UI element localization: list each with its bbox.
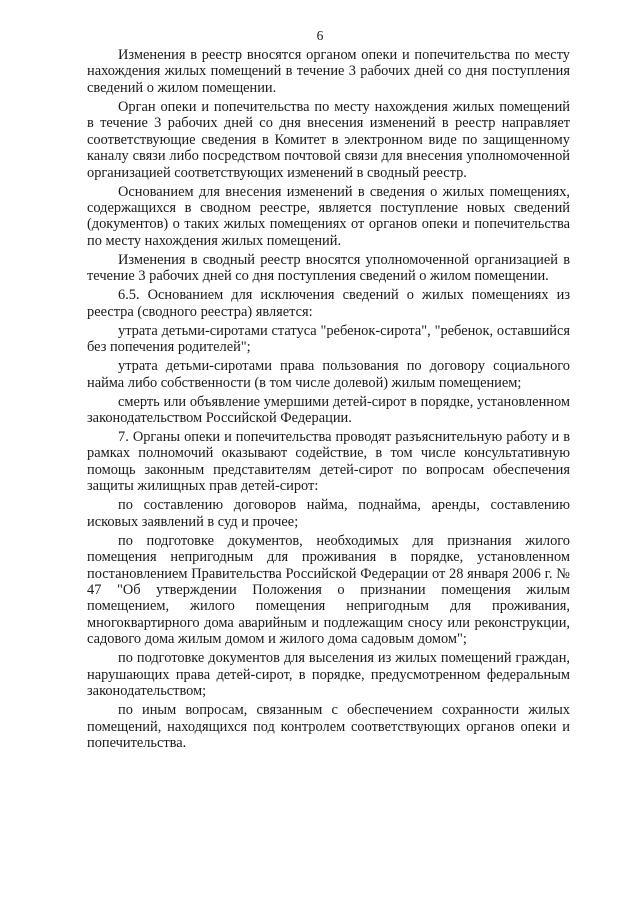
paragraph: Основанием для внесения изменений в сведения о жилых помещениях, содержащихся в сводном реестре, является поступление новых сведений (документов) о таких жилых помещениях от органов опеки и попечительства по месту нахождения жилых помещений. (87, 183, 570, 249)
paragraph: смерть или объявление умершими детей-сирот в порядке, установленном законодательством Российской Федерации. (87, 393, 570, 427)
paragraph: по составлению договоров найма, поднайма, аренды, составлению исковых заявлений в суд и прочее; (87, 497, 570, 530)
paragraph: 7. Органы опеки и попечительства проводят разъяснительную работу и в рамках полномочий оказывают содействие, в том числе консультативную помощь законным представителям детей-сирот по вопросам обеспечения защиты жилищных прав детей-сирот: (87, 429, 570, 495)
paragraph: утрата детьми-сиротами права пользования по договору социального найма либо собственности (в том числе долевой) жилым помещением; (87, 358, 570, 391)
paragraph: по подготовке документов для выселения из жилых помещений граждан, нарушающих права детей-сирот, в порядке, предусмотренном федеральным законодательством; (87, 650, 570, 700)
page-number: 6 (316, 28, 324, 43)
paragraph: Изменения в сводный реестр вносятся уполномоченной организацией в течение 3 рабочих дней со дня поступления сведений о жилом помещении. (87, 251, 570, 285)
paragraph: по иным вопросам, связанным с обеспечением сохранности жилых помещений, находящихся под контролем соответствующих органов опеки и попечительства. (87, 702, 570, 751)
paragraph: по подготовке документов, необходимых для признания жилого помещения непригодным для проживания в порядке, установленном постановлением Правительства Российской Федерации от 28 января 2006 г. № 47 "Об утверждении Положения о признании помещения жилым помещением, жилого помещения непригодным для проживания, многоквартирного дома аварийным и подлежащим сносу или реконструкции, садового дома жилым домом и жилого дома садовым домом"; (87, 532, 570, 648)
paragraph: 6.5. Основанием для исключения сведений о жилых помещениях из реестра (сводного реестра) является: (87, 287, 570, 320)
paragraph: Изменения в реестр вносятся органом опеки и попечительства по месту нахождения жилых помещений в течение 3 рабочих дней со дня поступления сведений о жилом помещении. (87, 47, 570, 96)
document-body (87, 47, 570, 754)
paragraph: Орган опеки и попечительства по месту нахождения жилых помещений в течение 3 рабочих дней со дня внесения изменений в реестр направляет соответствующие сведения в Комитет в электронном виде по защищенному каналу связи либо посредством почтовой связи для внесения уполномоченной организацией соответствующих изменений в сводный реестр. (87, 98, 570, 181)
paragraph: утрата детьми-сиротами статуса "ребенок-сирота", "ребенок, оставшийся без попечения родителей"; (87, 322, 570, 356)
